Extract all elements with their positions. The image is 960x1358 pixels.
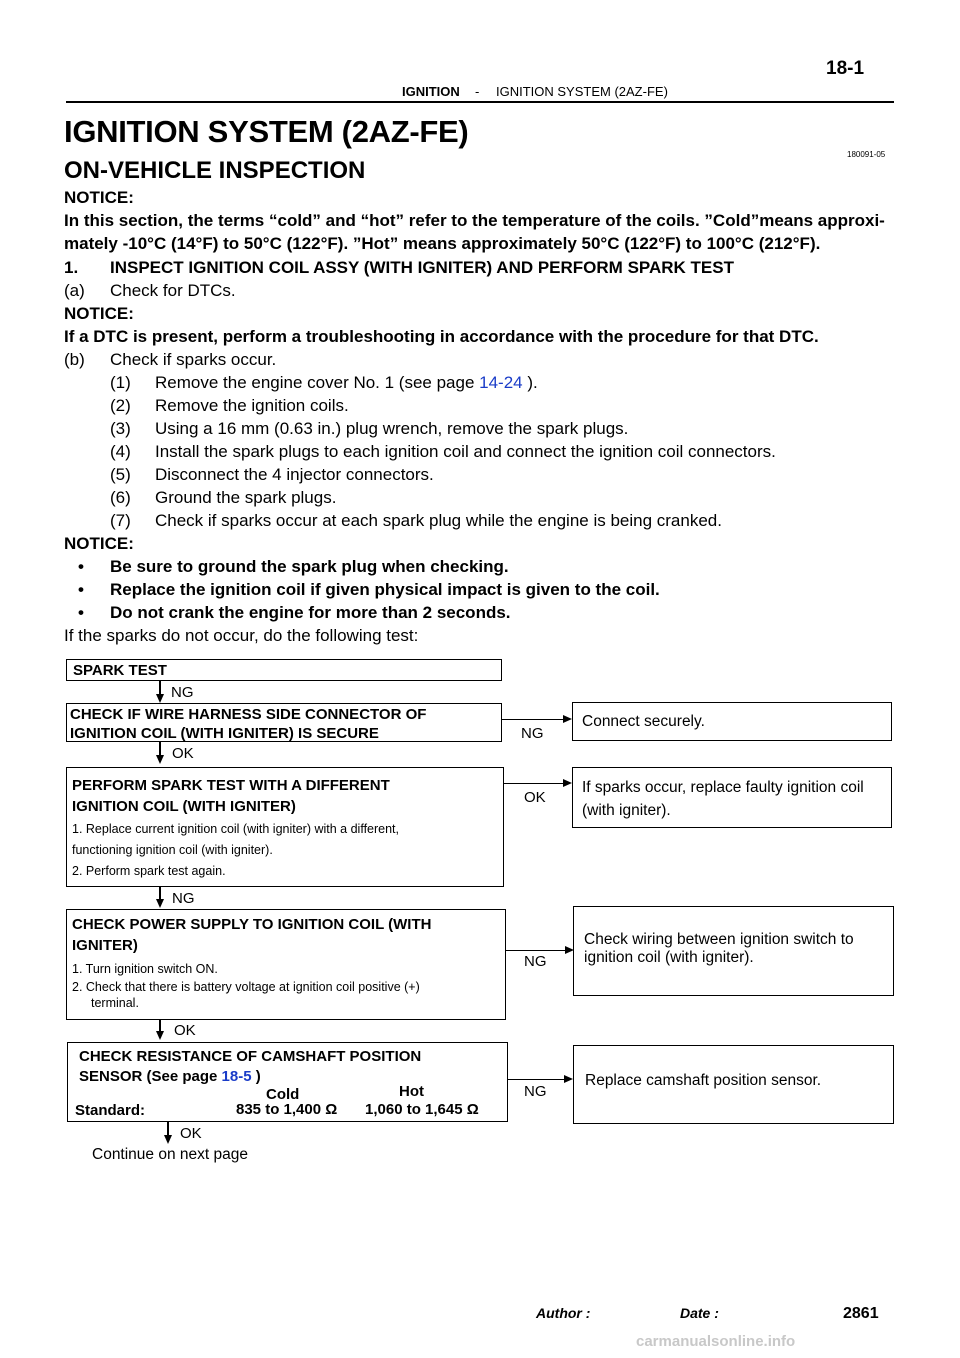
- flow-result-box: [572, 767, 892, 828]
- substep-text: Using a 16 mm (0.63 in.) plug wrench, remove the spark plugs.: [155, 419, 629, 438]
- step-text: Check if sparks occur.: [110, 350, 277, 369]
- page-number: 18-1: [826, 58, 865, 79]
- flow-result-text: If sparks occur, replace faulty ignition coil: [582, 779, 864, 796]
- flow-box-substep: 2. Perform spark test again.: [72, 864, 226, 878]
- footer-author: Author :: [536, 1305, 591, 1321]
- flow-box-check-power-supply: [66, 909, 506, 1020]
- arrow-down-icon: [156, 1031, 164, 1040]
- flow-result-text: Check wiring between ignition switch to: [584, 931, 854, 948]
- footer-date: Date :: [680, 1305, 719, 1321]
- page-link[interactable]: 14-24: [479, 373, 523, 392]
- flow-label-ng: NG: [524, 1083, 547, 1100]
- step-number: 1.: [64, 258, 79, 277]
- flow-box-line: CHECK IF WIRE HARNESS SIDE CONNECTOR OF: [70, 706, 427, 723]
- notice-bullet-text: Replace the ignition coil if given physical impact is given to the coil.: [110, 580, 660, 599]
- flow-box-line: IGNITION COIL (WITH IGNITER) IS SECURE: [70, 725, 379, 742]
- arrow-right-icon: [564, 1075, 573, 1083]
- doc-code: 180091-05: [847, 150, 886, 159]
- flow-result-text: Connect securely.: [582, 713, 705, 730]
- flow-box-line: CHECK POWER SUPPLY TO IGNITION COIL (WITH: [72, 916, 432, 933]
- flow-box-check-camshaft-sensor: [67, 1042, 508, 1122]
- flow-box-line: IGNITER): [72, 937, 138, 954]
- flow-connector: [506, 950, 566, 951]
- cold-value: 835 to 1,400 Ω: [236, 1101, 338, 1118]
- substep-number: (6): [110, 488, 131, 507]
- hot-value: 1,060 to 1,645 Ω: [365, 1101, 479, 1118]
- flow-box-line: IGNITION COIL (WITH IGNITER): [72, 798, 296, 815]
- substep-number: (4): [110, 442, 131, 461]
- flow-box-spark-test-different: [66, 767, 504, 887]
- flow-connector: [167, 1122, 169, 1136]
- flow-result-box: [572, 702, 892, 741]
- header-separator: -: [475, 84, 480, 99]
- standard-label: Standard:: [75, 1102, 146, 1119]
- hot-label: Hot: [399, 1083, 424, 1100]
- flow-label-ng: NG: [521, 725, 544, 742]
- flow-result-box: [573, 906, 894, 996]
- cold-label: Cold: [266, 1086, 300, 1103]
- notice-line: In this section, the terms “cold” and “hot” refer to the temperature of the coils. ”Cold”means approxi-: [64, 211, 885, 230]
- header-rule: [66, 101, 894, 103]
- substep-number: (2): [110, 396, 131, 415]
- substep-text: Ground the spark plugs.: [155, 488, 337, 507]
- notice-label: NOTICE:: [64, 304, 134, 323]
- notice-bullet-text: Be sure to ground the spark plug when checking.: [110, 557, 509, 576]
- page-title: IGNITION SYSTEM (2AZ-FE): [64, 114, 469, 149]
- substep-number: (7): [110, 511, 131, 530]
- flow-connector: [159, 681, 161, 695]
- flow-box-line: CHECK RESISTANCE OF CAMSHAFT POSITION: [79, 1048, 422, 1065]
- substep-number: (5): [110, 465, 131, 484]
- bullet: •: [78, 603, 84, 622]
- step-number: (b): [64, 350, 85, 369]
- arrow-down-icon: [156, 899, 164, 908]
- flow-box-title: SPARK TEST: [73, 662, 167, 679]
- flow-box-line: SENSOR (See page 18-5 ): [79, 1068, 261, 1085]
- flow-box-spark-test: [66, 659, 502, 681]
- flow-box-substep: functioning ignition coil (with igniter).: [72, 843, 273, 857]
- flow-result-box: [573, 1045, 894, 1124]
- flow-label-ok: OK: [180, 1125, 202, 1142]
- flow-box-line: PERFORM SPARK TEST WITH A DIFFERENT: [72, 777, 390, 794]
- flow-connector: [502, 719, 564, 720]
- header-subsection: IGNITION SYSTEM (2AZ-FE): [496, 84, 668, 99]
- flow-connector: [159, 742, 161, 756]
- substep-text: Remove the ignition coils.: [155, 396, 349, 415]
- notice-label: NOTICE:: [64, 534, 134, 553]
- flowchart-intro: If the sparks do not occur, do the following test:: [64, 626, 419, 645]
- arrow-down-icon: [156, 694, 164, 703]
- step-number: (a): [64, 281, 85, 300]
- watermark: carmanualsonline.info: [636, 1333, 796, 1350]
- flow-connector: [504, 783, 564, 784]
- header-section: IGNITION: [402, 84, 460, 99]
- substep-text: Remove the engine cover No. 1 (see page 14-24 ).: [155, 373, 538, 392]
- flow-box-substep: 1. Replace current ignition coil (with igniter) with a different,: [72, 822, 400, 836]
- flow-label-ok: OK: [172, 745, 194, 762]
- flow-label-ng: NG: [172, 890, 195, 907]
- notice-text: If a DTC is present, perform a troubleshooting in accordance with the procedure for that DTC.: [64, 327, 819, 346]
- bullet: •: [78, 557, 84, 576]
- substep-text: Disconnect the 4 injector connectors.: [155, 465, 434, 484]
- flow-connector: [508, 1079, 565, 1080]
- flow-label-ng: NG: [171, 684, 194, 701]
- flow-label-ng: NG: [524, 953, 547, 970]
- substep-text: Check if sparks occur at each spark plug while the engine is being cranked.: [155, 511, 722, 530]
- section-subtitle: ON-VEHICLE INSPECTION: [64, 157, 366, 184]
- flow-result-text: (with igniter).: [582, 802, 671, 819]
- arrow-down-icon: [164, 1135, 172, 1144]
- flow-box-substep: 2. Check that there is battery voltage at ignition coil positive (+): [72, 980, 420, 994]
- flow-result-text: ignition coil (with igniter).: [584, 949, 754, 966]
- notice-label: NOTICE:: [64, 188, 134, 207]
- flow-box-check-connector: [66, 703, 502, 742]
- step-text: INSPECT IGNITION COIL ASSY (WITH IGNITER) AND PERFORM SPARK TEST: [110, 258, 734, 277]
- substep-text: Install the spark plugs to each ignition coil and connect the ignition coil connectors.: [155, 442, 776, 461]
- substep-number: (3): [110, 419, 131, 438]
- notice-line: mately -10°C (14°F) to 50°C (122°F). ”Hot” means approximately 50°C (122°F) to 100°C (212°F).: [64, 234, 821, 253]
- step-text: Check for DTCs.: [110, 281, 236, 300]
- flow-label-ok: OK: [524, 789, 546, 806]
- notice-bullet-text: Do not crank the engine for more than 2 seconds.: [110, 603, 511, 622]
- flow-result-text: Replace camshaft position sensor.: [585, 1072, 822, 1089]
- flow-box-substep: 1. Turn ignition switch ON.: [72, 962, 218, 976]
- substep-number: (1): [110, 373, 131, 392]
- bullet: •: [78, 580, 84, 599]
- continue-text: Continue on next page: [92, 1146, 248, 1163]
- arrow-right-icon: [563, 779, 572, 787]
- footer-page-number: 2861: [843, 1305, 879, 1322]
- page-link[interactable]: 18-5: [221, 1068, 252, 1085]
- flow-box-substep: terminal.: [91, 996, 139, 1010]
- flow-label-ok: OK: [174, 1022, 196, 1039]
- arrow-down-icon: [156, 755, 164, 764]
- arrow-right-icon: [563, 715, 572, 723]
